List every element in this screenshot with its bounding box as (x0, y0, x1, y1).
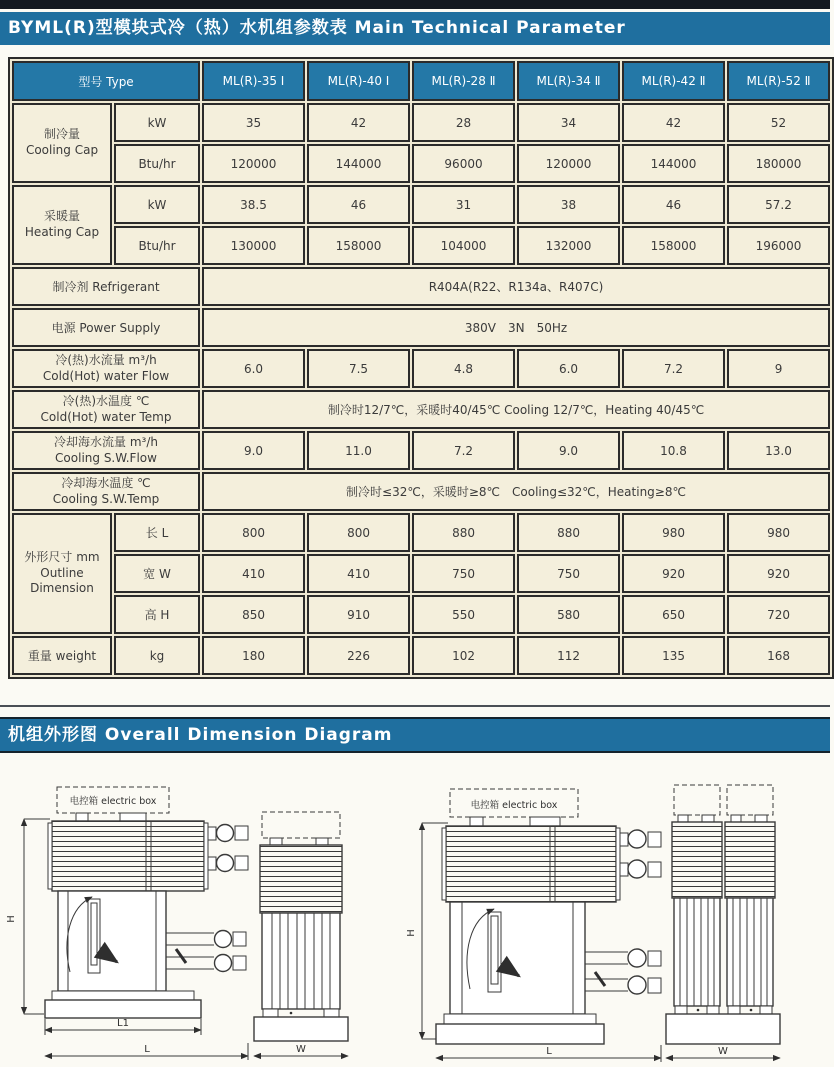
dimension-w (254, 1044, 348, 1056)
value-cell: 226 (307, 636, 410, 675)
dimension-diagrams (0, 767, 830, 1067)
value-cell: 650 (622, 595, 725, 634)
value-cell: 7.2 (412, 431, 515, 470)
value-cell: 180 (202, 636, 305, 675)
unit-base-flange (444, 1014, 596, 1024)
model-header-cell: ML(R)-35 Ⅰ (202, 61, 305, 101)
value-cell: 550 (412, 595, 515, 634)
unit-base (45, 1000, 201, 1018)
model-header-cell: ML(R)-40 Ⅰ (307, 61, 410, 101)
value-cell: 96000 (412, 144, 515, 183)
dim-h-label: H (406, 929, 417, 937)
value-cell: 6.0 (202, 349, 305, 388)
value-cell: 104000 (412, 226, 515, 265)
unit-cell: kW (114, 185, 200, 224)
value-cell: 120000 (517, 144, 620, 183)
value-cell: 7.5 (307, 349, 410, 388)
model-header-cell: ML(R)-52 Ⅱ (727, 61, 830, 101)
value-cell: 750 (517, 554, 620, 593)
value-cell: 800 (307, 513, 410, 552)
value-cell: 38 (517, 185, 620, 224)
page-top-border (0, 0, 830, 9)
unit-base (254, 1017, 348, 1041)
value-cell: 910 (307, 595, 410, 634)
dimension-h (6, 819, 50, 1014)
row-label-cooling: 制冷量 Cooling Cap (12, 103, 112, 183)
value-cell: 31 (412, 185, 515, 224)
value-cell: 42 (307, 103, 410, 142)
model-header-cell: ML(R)-28 Ⅱ (412, 61, 515, 101)
value-cell: 130000 (202, 226, 305, 265)
unit-1-front-view (6, 787, 248, 1060)
value-cell: 920 (622, 554, 725, 593)
water-temp-value-cell: 制冷时12/7℃，采暖时40/45℃ Cooling 12/7℃，Heating 40/45℃ (202, 390, 830, 429)
dim-h-label: H (6, 915, 17, 923)
value-cell: 180000 (727, 144, 830, 183)
unit-base (666, 1014, 780, 1044)
unit-base (436, 1024, 604, 1044)
table-row (12, 103, 830, 142)
unit-cell: kg (114, 636, 200, 675)
pipe-flange-mid (166, 931, 246, 972)
value-cell: 28 (412, 103, 515, 142)
value-cell: 410 (202, 554, 305, 593)
power-value-cell: 380V 3N 50Hz (202, 308, 830, 347)
dim-l-label: L (144, 1044, 150, 1055)
model-header-cell: ML(R)-34 Ⅱ (517, 61, 620, 101)
table-row (12, 349, 830, 388)
value-cell: 196000 (727, 226, 830, 265)
row-label-power-supply: 电源 Power Supply (12, 308, 200, 347)
value-cell: 850 (202, 595, 305, 634)
unit-cell: 长 L (114, 513, 200, 552)
value-cell: 34 (517, 103, 620, 142)
value-cell: 158000 (307, 226, 410, 265)
table-row (12, 185, 830, 224)
value-cell: 580 (517, 595, 620, 634)
section-divider-line (0, 705, 830, 707)
value-cell: 46 (622, 185, 725, 224)
value-cell: 144000 (307, 144, 410, 183)
table-row (12, 595, 830, 634)
value-cell: 9.0 (202, 431, 305, 470)
model-header-cell: ML(R)-42 Ⅱ (622, 61, 725, 101)
value-cell: 38.5 (202, 185, 305, 224)
electric-box-label: 电控箱 electric box (470, 800, 558, 811)
value-cell: 11.0 (307, 431, 410, 470)
unit-cell: Btu/hr (114, 226, 200, 265)
table-row (12, 267, 830, 306)
table-row (12, 308, 830, 347)
value-cell: 135 (622, 636, 725, 675)
value-cell: 800 (202, 513, 305, 552)
pipe-flange-mid (585, 949, 661, 994)
value-cell: 980 (622, 513, 725, 552)
unit-1-side-view (254, 812, 348, 1056)
table-row (12, 226, 830, 265)
value-cell: 6.0 (517, 349, 620, 388)
value-cell: 168 (727, 636, 830, 675)
row-label-sw-temp: 冷却海水温度 ℃ Cooling S.W.Temp (12, 472, 200, 511)
row-label-heating: 采暖量 Heating Cap (12, 185, 112, 265)
refrigerant-value-cell: R404A(R22、R134a、R407C) (202, 267, 830, 306)
table-header-row (12, 61, 830, 101)
spec-table (8, 57, 834, 679)
type-header-cell: 型号 Type (12, 61, 200, 101)
table-row (12, 144, 830, 183)
row-label-outline-dimension: 外形尺寸 mm Outline Dimension (12, 513, 112, 634)
value-cell: 9.0 (517, 431, 620, 470)
value-cell: 35 (202, 103, 305, 142)
row-label-water-flow: 冷(热)水流量 m³/h Cold(Hot) water Flow (12, 349, 200, 388)
diagram-section-title: 机组外形图 Overall Dimension Diagram (8, 725, 393, 745)
value-cell: 52 (727, 103, 830, 142)
unit-cell: Btu/hr (114, 144, 200, 183)
row-label-weight: 重量 weight (12, 636, 112, 675)
value-cell: 410 (307, 554, 410, 593)
dim-l1-label: L1 (117, 1018, 129, 1029)
value-cell: 4.8 (412, 349, 515, 388)
dim-w-label: W (718, 1046, 728, 1057)
value-cell: 144000 (622, 144, 725, 183)
main-title-bar (0, 12, 830, 45)
unit-cell: kW (114, 103, 200, 142)
value-cell: 132000 (517, 226, 620, 265)
pipe-flange-top (620, 830, 661, 878)
unit-base-flange (52, 991, 194, 1000)
page-title: BYML(R)型模块式冷（热）水机组参数表 Main Technical Parameter (8, 18, 626, 38)
value-cell: 880 (517, 513, 620, 552)
pipe-flange-top (208, 825, 248, 872)
value-cell: 120000 (202, 144, 305, 183)
value-cell: 720 (727, 595, 830, 634)
unit-2-side-view (666, 785, 780, 1058)
table-row (12, 431, 830, 470)
unit-2-front-view (406, 789, 661, 1062)
dim-l-label: L (546, 1046, 552, 1057)
diagram-title-bar (0, 717, 830, 753)
sw-temp-value-cell: 制冷时≤32℃，采暖时≥8℃ Cooling≤32℃，Heating≥8℃ (202, 472, 830, 511)
unit-cell: 高 H (114, 595, 200, 634)
table-row (12, 390, 830, 429)
dimension-w (666, 1046, 780, 1058)
table-row (12, 554, 830, 593)
row-label-water-temp: 冷(热)水温度 ℃ Cold(Hot) water Temp (12, 390, 200, 429)
value-cell: 13.0 (727, 431, 830, 470)
unit-2-drawing (406, 767, 830, 1067)
unit-1-drawing (0, 767, 410, 1067)
value-cell: 920 (727, 554, 830, 593)
row-label-sw-flow: 冷却海水流量 m³/h Cooling S.W.Flow (12, 431, 200, 470)
dimension-l (436, 1045, 661, 1062)
value-cell: 880 (412, 513, 515, 552)
table-row (12, 472, 830, 511)
value-cell: 57.2 (727, 185, 830, 224)
row-label-refrigerant: 制冷剂 Refrigerant (12, 267, 200, 306)
dim-w-label: W (296, 1044, 306, 1055)
electric-box-label: 电控箱 electric box (69, 796, 157, 807)
value-cell: 10.8 (622, 431, 725, 470)
value-cell: 112 (517, 636, 620, 675)
dimension-l1 (45, 1018, 201, 1035)
value-cell: 750 (412, 554, 515, 593)
unit-cell: 宽 W (114, 554, 200, 593)
table-row (12, 636, 830, 675)
value-cell: 980 (727, 513, 830, 552)
value-cell: 46 (307, 185, 410, 224)
table-row (12, 513, 830, 552)
value-cell: 102 (412, 636, 515, 675)
value-cell: 42 (622, 103, 725, 142)
value-cell: 158000 (622, 226, 725, 265)
value-cell: 9 (727, 349, 830, 388)
dimension-l (45, 1043, 248, 1060)
value-cell: 7.2 (622, 349, 725, 388)
